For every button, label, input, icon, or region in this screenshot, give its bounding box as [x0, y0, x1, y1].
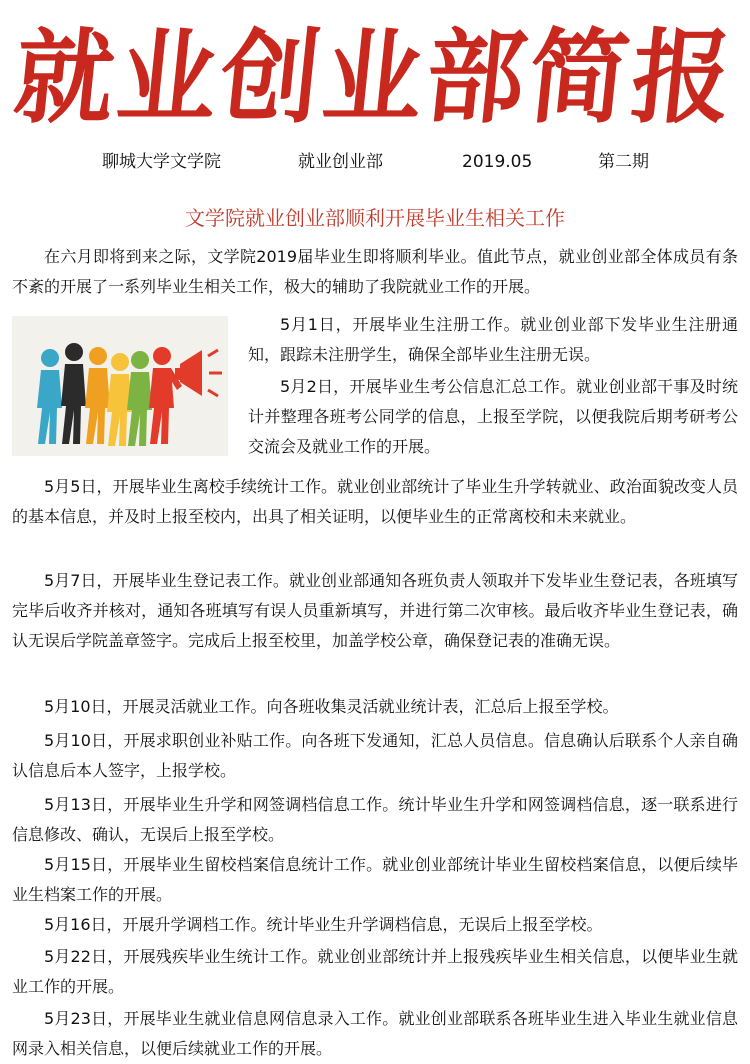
article-paragraph: 在六月即将到来之际，文学院2019届毕业生即将顺利毕业。值此节点，就业创业部全体成员有条不紊的开展了一系列毕业生相关工作，极大的辅助了我院就业工作的开展。: [12, 247, 738, 296]
article-paragraph: 5月15日，开展毕业生留校档案信息统计工作。就业创业部统计毕业生留校档案信息，以便后续毕业生档案工作的开展。: [12, 855, 738, 904]
masthead-title: 就业创业部简报: [9, 18, 741, 138]
article-paragraph: 5月1日，开展毕业生注册工作。就业创业部下发毕业生注册通知，跟踪未注册学生，确保全部毕业生注册无误。: [248, 315, 738, 364]
article-paragraph: 5月16日，开展升学调档工作。统计毕业生升学调档信息，无误后上报至学校。: [44, 915, 603, 934]
article-headline: 文学院就业创业部顺利开展毕业生相关工作: [185, 206, 565, 230]
article-paragraph: 5月10日，开展求职创业补贴工作。向各班下发通知，汇总人员信息。信息确认后联系个人亲自确认信息后本人签字，上报学校。: [12, 731, 738, 780]
article-paragraph: 5月5日，开展毕业生离校手续统计工作。就业创业部统计了毕业生升学转就业、政治面貌改变人员的基本信息，并及时上报至校内，出具了相关证明，以便毕业生的正常离校和未来就业。: [12, 477, 738, 526]
article-paragraph: 5月7日，开展毕业生登记表工作。就业创业部通知各班负责人领取并下发毕业生登记表，各班填写完毕后收齐并核对，通知各班填写有误人员重新填写，并进行第二次审核。最后收齐毕业生登记表，确认无误后学院盖章签字。完成后上报至校里，加盖学校公章，确保登记表的准确无误。: [12, 571, 738, 650]
megaphone-crowd-icon: [12, 316, 228, 456]
article-paragraph: 5月10日，开展灵活就业工作。向各班收集灵活就业统计表，汇总后上报至学校。: [44, 697, 619, 716]
article-paragraph: 5月22日，开展残疾毕业生统计工作。就业创业部统计并上报残疾毕业生相关信息，以便毕业生就业工作的开展。: [12, 947, 738, 996]
meta-issue: 第二期: [598, 152, 649, 172]
meta-college: 聊城大学文学院: [102, 152, 221, 172]
meta-department: 就业创业部: [298, 152, 383, 172]
article-paragraph: 5月2日，开展毕业生考公信息汇总工作。就业创业部干事及时统计并整理各班考公同学的信息，上报至学院，以便我院后期考研考公交流会及就业工作的开展。: [248, 377, 738, 456]
meta-date: 2019.05: [462, 152, 533, 172]
illustration: [12, 316, 228, 456]
masthead: [0, 18, 750, 138]
article-paragraph: 5月13日，开展毕业生升学和网签调档信息工作。统计毕业生升学和网签调档信息，逐一联系进行信息修改、确认，无误后上报至学校。: [12, 795, 738, 844]
article-paragraph: 5月23日，开展毕业生就业信息网信息录入工作。就业创业部联系各班毕业生进入毕业生就业信息网录入相关信息，以便后续就业工作的开展。: [12, 1009, 738, 1058]
